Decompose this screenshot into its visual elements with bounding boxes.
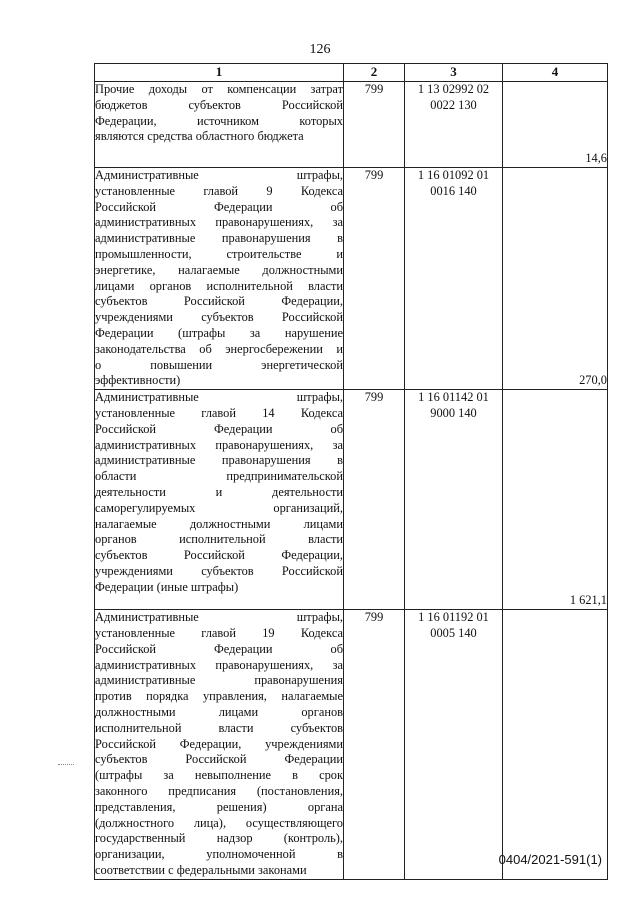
code-line: 9000 140 [430,405,477,420]
description-line: государственный надзор (контроль), [95,831,343,846]
classification-code-cell [405,82,503,168]
description-line: Российской Федерации об [95,421,343,436]
description-line: налагаемые должностными лицами [95,516,343,531]
classification-code-cell [405,390,503,610]
description-line: Административные штрафы, [95,168,343,182]
admin-code-cell: 799 [344,390,405,610]
description-line: деятельности и деятельности [95,484,343,499]
page-number: 126 [309,42,331,57]
code-line: 0016 140 [430,183,477,198]
amount-cell: 270,0 [503,168,608,390]
description-line: органов исполнительной власти [95,532,343,547]
description-line: субъектов Российской Федерации, [95,548,343,563]
description-line: Российской Федерации об [95,641,343,656]
admin-code-cell: 799 [344,610,405,880]
description-line: Административные штрафы, [95,390,343,405]
description-line: должностными лицами органов [95,704,343,719]
description-cell [95,82,344,168]
description-line: представления, решения) органа [95,799,343,814]
description-line: соответствии с федеральными законами [95,862,307,877]
classification-code-cell [405,168,503,390]
code-line: 0005 140 [430,625,477,640]
description-line: о повышении энергетической [95,357,343,372]
header-cell: 3 [405,64,503,82]
description-line: установленные главой 19 Кодекса [95,625,343,640]
description-line: учреждениями субъектов Российской [95,310,343,325]
description-line: эффективности) [95,373,181,388]
description-line: учреждениями субъектов Российской [95,563,343,578]
description-line: административных правонарушениях, за [95,215,343,230]
description-line: (должностного лица), осуществляющего [95,815,343,830]
description-line: организации, уполномоченной в [95,847,343,862]
description-line: Российской Федерации об [95,199,343,214]
classification-code-cell [405,610,503,880]
header-cell: 2 [344,64,405,82]
revenue-table [94,63,608,880]
description-line: административных правонарушениях, за [95,657,343,672]
description-line: установленные главой 9 Кодекса [95,183,343,198]
description-line: административные правонарушения [95,673,343,688]
amount-cell [503,610,608,880]
description-line: Российской Федерации, учреждениями [95,736,343,751]
description-line: энергетике, налагаемые должностными [95,262,343,277]
description-line: против порядка управления, налагаемые [95,689,343,704]
code-line: 0022 130 [430,97,477,112]
description-cell [95,168,344,390]
code-line: 1 13 02992 02 [417,82,490,96]
document-id: 0404/2021-591(1) [498,852,602,867]
description-line: Административные штрафы, [95,610,343,625]
description-cell [95,610,344,880]
table-header-row [95,64,608,82]
code-line: 1 16 01092 01 [417,168,490,182]
description-line: установленные главой 14 Кодекса [95,405,343,420]
description-line: субъектов Российской Федерации, [95,294,343,309]
description-line: законного предписания (постановления, [95,783,343,798]
admin-code-cell: 799 [344,168,405,390]
amount-cell: 14,6 [503,82,608,168]
code-line: 1 16 01192 01 [418,610,489,625]
table-row [95,82,608,168]
description-line: Федерации (штрафы за нарушение [95,325,343,340]
code-line: 1 16 01142 01 [418,390,489,405]
description-line: лицами органов исполнительной власти [95,278,343,293]
admin-code-cell: 799 [344,82,405,168]
description-line: промышленности, строительстве и [95,246,343,261]
description-line: (штрафы за невыполнение в срок [95,768,343,783]
amount-cell: 1 621,1 [503,390,608,610]
table-row [95,610,608,880]
description-line: административные правонарушения в [95,231,343,246]
description-line: Федерации (иные штрафы) [95,579,239,594]
description-line: законодательства об энергосбережении и [95,341,343,356]
description-line: исполнительной власти субъектов [95,720,343,735]
table-row [95,390,608,610]
description-line: административных правонарушениях, за [95,437,343,452]
description-line: Федерации, источником которых [95,113,343,128]
header-cell: 4 [503,64,608,82]
description-line: бюджетов субъектов Российской [95,97,343,112]
description-line: субъектов Российской Федерации [95,752,343,767]
table-row [95,168,608,390]
header-cell: 1 [95,64,344,82]
margin-mark [58,764,74,765]
description-line: саморегулируемых организаций, [95,500,343,515]
description-line: Прочие доходы от компенсации затрат [95,82,343,96]
description-line: являются средства областного бюджета [95,129,304,144]
description-cell [95,390,344,610]
description-line: административные правонарушения в [95,453,343,468]
description-line: области предпринимательской [95,469,343,484]
